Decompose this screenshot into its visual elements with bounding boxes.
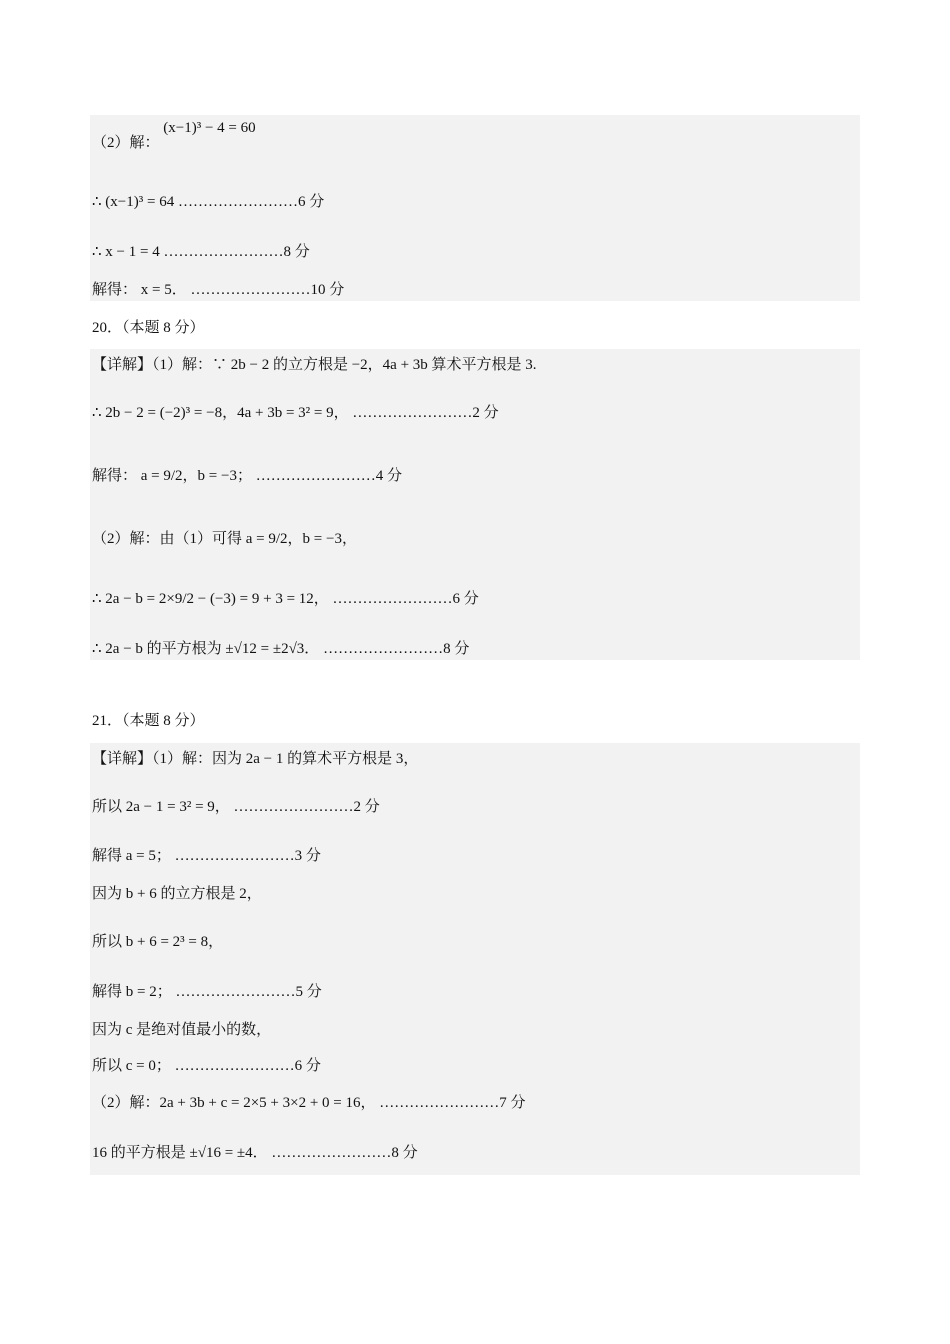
q21-line-7: 因为 c 是绝对值最小的数， <box>92 1022 272 1038</box>
q21-line-4: 因为 b + 6 的立方根是 2， <box>92 886 262 902</box>
q21-line-3: 解得 a = 5； ……………………3 分 <box>92 848 321 864</box>
q21-line-9: （2）解：2a + 3b + c = 2×5 + 3×2 + 0 = 16， ……………………7 分 <box>92 1095 526 1111</box>
score-mark: ……………………7 分 <box>379 1095 526 1111</box>
q21-line-5: 所以 b + 6 = 2³ = 8， <box>92 934 224 950</box>
q19-line-2: ∴ (x−1)³ = 64 ……………………6 分 <box>92 194 325 210</box>
q19-line-1: （2）解： (x−1)³ − 4 = 60 <box>92 120 256 151</box>
q20-line-1: 【详解】（1）解：∵ 2b − 2 的立方根是 −2，4a + 3b 算术平方根是 3. <box>92 357 537 373</box>
q20-heading: 20．（本题 8 分） <box>92 320 205 336</box>
score-mark: ……………………2 分 <box>233 799 380 815</box>
q20-line-2: ∴ 2b − 2 = (−2)³ = −8，4a + 3b = 3² = 9， ……………………2 分 <box>92 405 499 421</box>
score-mark: ……………………6 分 <box>177 194 325 210</box>
q19-equation-1: (x−1)³ − 4 = 60 <box>163 120 256 136</box>
score-mark: ……………………8 分 <box>323 641 470 657</box>
q21-line-6: 解得 b = 2； ……………………5 分 <box>92 984 322 1000</box>
q21-line-2: 所以 2a − 1 = 3² = 9， ……………………2 分 <box>92 799 380 815</box>
score-mark: ……………………6 分 <box>332 591 479 607</box>
q21-line-1: 【详解】（1）解：因为 2a − 1 的算术平方根是 3， <box>92 751 419 767</box>
q20-line-6: ∴ 2a − b 的平方根为 ±√12 = ±2√3． ……………………8 分 <box>92 641 470 657</box>
q20-line-3: 解得： a = 9/2，b = −3； ……………………4 分 <box>92 468 402 484</box>
q20-line-5: ∴ 2a − b = 2×9/2 − (−3) = 9 + 3 = 12， ……………………6 分 <box>92 591 479 607</box>
score-mark: ……………………2 分 <box>352 405 499 421</box>
score-mark: ……………………5 分 <box>175 984 322 1000</box>
q21-line-8: 所以 c = 0； ……………………6 分 <box>92 1058 321 1074</box>
score-mark: ……………………4 分 <box>255 468 402 484</box>
score-mark: ……………………10 分 <box>190 282 345 298</box>
score-mark: ……………………8 分 <box>163 244 310 260</box>
score-mark: ……………………8 分 <box>271 1145 418 1161</box>
q19-line-4: 解得： x = 5． ……………………10 分 <box>92 282 345 298</box>
q20-line-4: （2）解：由（1）可得 a = 9/2，b = −3， <box>92 531 357 547</box>
solution-block-20 <box>90 349 860 660</box>
q19-line-3: ∴ x − 1 = 4 ……………………8 分 <box>92 244 310 260</box>
score-mark: ……………………6 分 <box>174 1058 321 1074</box>
q21-heading: 21．（本题 8 分） <box>92 713 205 729</box>
score-mark: ……………………3 分 <box>174 848 321 864</box>
q21-line-10: 16 的平方根是 ±√16 = ±4． ……………………8 分 <box>92 1145 418 1161</box>
